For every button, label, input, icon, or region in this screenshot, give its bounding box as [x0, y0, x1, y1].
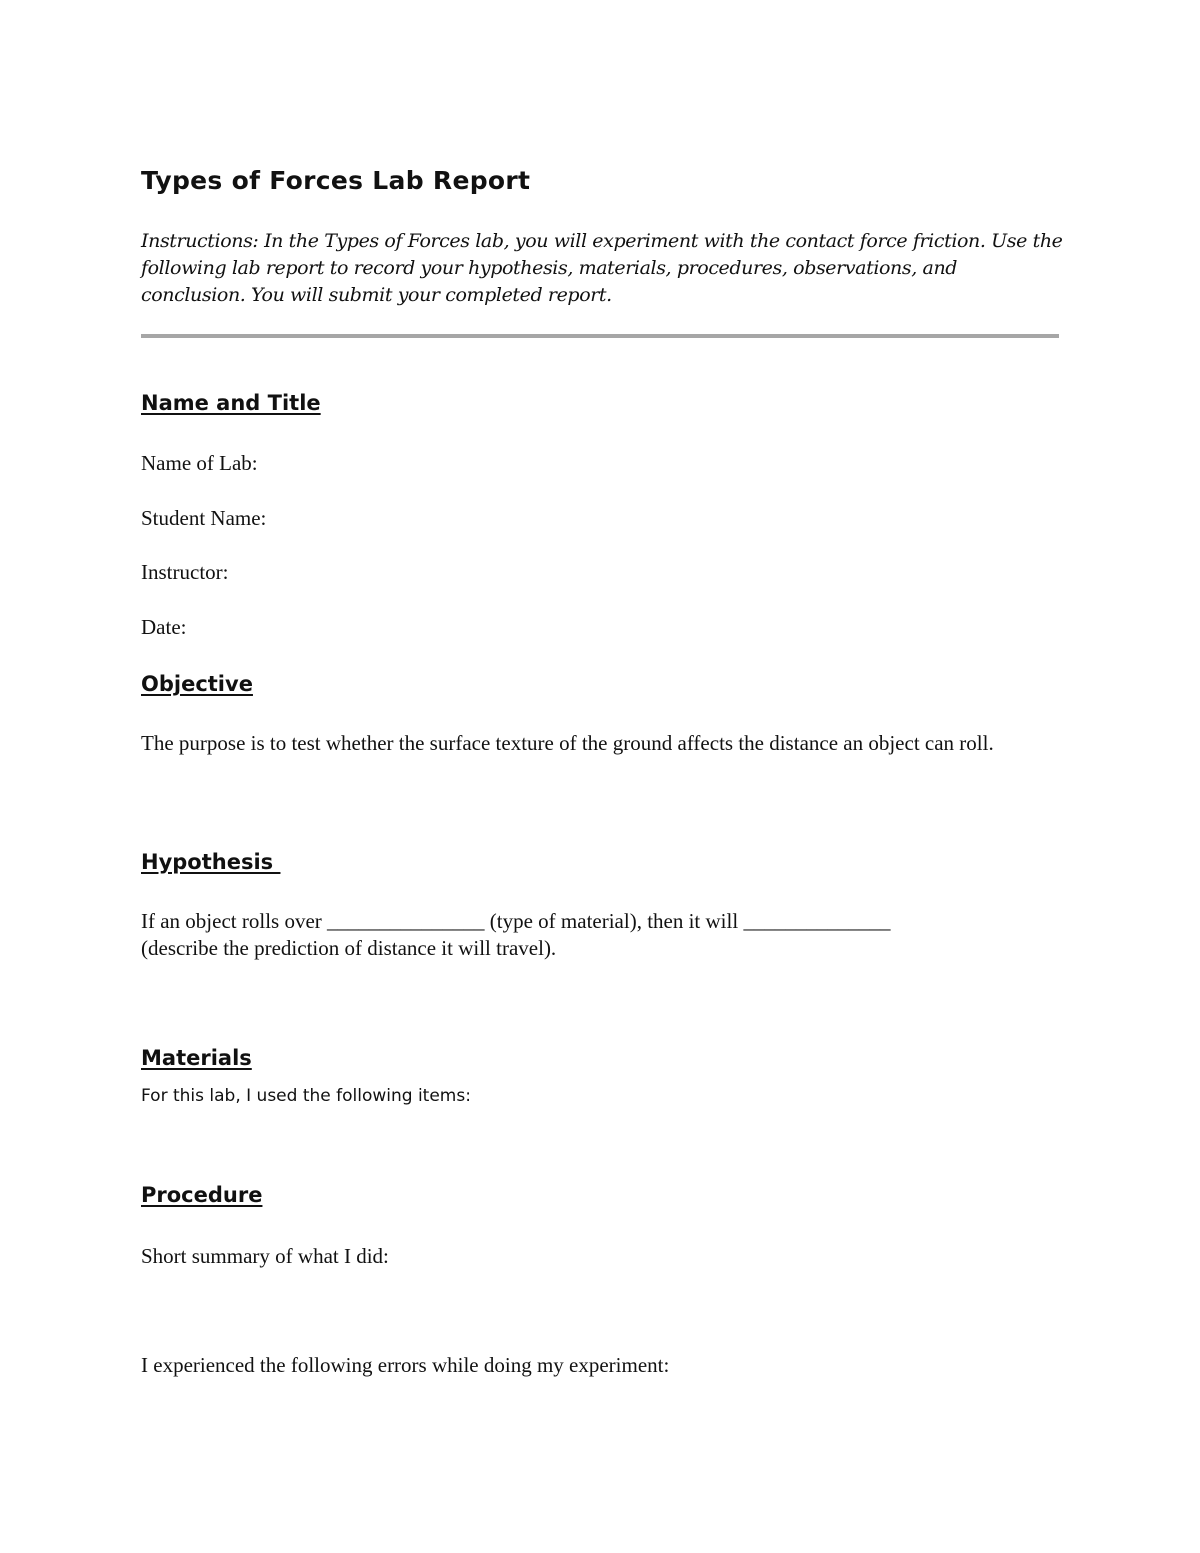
instructor-label: Instructor: — [141, 560, 229, 584]
objective-heading: Objective — [141, 672, 253, 696]
hypothesis-line-1: If an object rolls over _______________ (type of material), then it will ______________ — [141, 909, 891, 933]
procedure-summary-label: Short summary of what I did: — [141, 1244, 389, 1268]
student-name-label: Student Name: — [141, 506, 267, 530]
hypothesis-heading: Hypothesis — [141, 850, 281, 874]
name-and-title-heading: Name and Title — [141, 391, 321, 415]
materials-heading: Materials — [141, 1046, 252, 1070]
document-title: Types of Forces Lab Report — [141, 166, 531, 195]
hypothesis-line-2: (describe the prediction of distance it will travel). — [141, 936, 557, 960]
procedure-heading: Procedure — [141, 1183, 263, 1207]
objective-text: The purpose is to test whether the surface texture of the ground affects the distance an object can roll. — [141, 731, 994, 755]
name-of-lab-label: Name of Lab: — [141, 451, 258, 475]
instructions-paragraph: Instructions: In the Types of Forces lab, you will experiment with the contact force friction. Use the following lab report to record your hypothesis, materials, procedures, observations, and conclusion. You will submit your completed report. — [141, 230, 1063, 306]
procedure-errors-label: I experienced the following errors while doing my experiment: — [141, 1353, 670, 1377]
materials-text: For this lab, I used the following items: — [141, 1086, 471, 1106]
date-label: Date: — [141, 615, 187, 639]
horizontal-divider — [141, 334, 1059, 338]
